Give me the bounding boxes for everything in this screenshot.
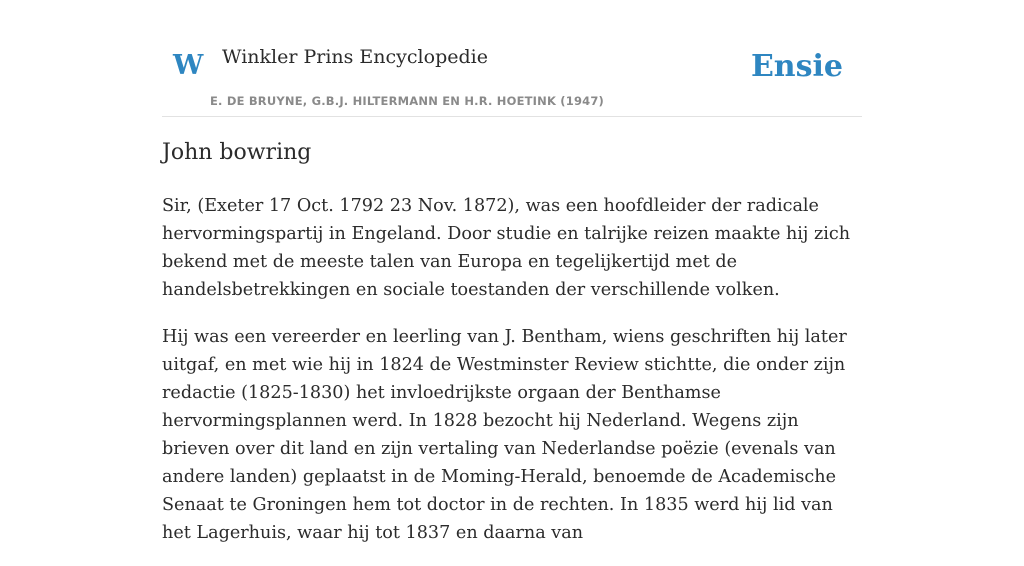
book-authors: E. DE BRUYNE, G.B.J. HILTERMANN EN H.R. HOETINK (1947) — [210, 94, 605, 108]
article-title: John bowring — [162, 140, 312, 165]
site-header — [162, 0, 862, 117]
article-paragraph-2: Hij was een vereerder en leerling van J. Bentham, wiens geschriften hij later uitgaf, en met wie hij in 1824 de Westminster Review stichtte, die onder zijn redactie (1825-1830) het invloedrijkste orgaan der Benthamse hervormingsplannen werd. In 1828 bezocht hij Nederland. Wegens zijn brieven over dit land en zijn vertaling van Nederlandse poëzie (evenals van andere landen) geplaatst in de Moming-Herald, benoemde de Academische Senaat te Groningen hem tot doctor in de rechten. In 1835 werd hij lid van het Lagerhuis, waar hij tot 1837 en daarna van — [162, 327, 847, 543]
article-body — [162, 192, 862, 566]
book-logo-icon[interactable]: W — [173, 50, 204, 81]
article-paragraph-1: Sir, (Exeter 17 Oct. 1792 23 Nov. 1872), was een hoofdleider der radicale hervormingspartij in Engeland. Door studie en talrijke reizen maakte hij zich bekend met de meeste talen van Europa en tegelijkertijd met de handelsbetrekkingen en sociale toestanden der verschillende volken. — [162, 196, 851, 300]
ensie-brand-link[interactable]: Ensie — [750, 49, 843, 84]
book-title[interactable]: Winkler Prins Encyclopedie — [222, 46, 488, 68]
